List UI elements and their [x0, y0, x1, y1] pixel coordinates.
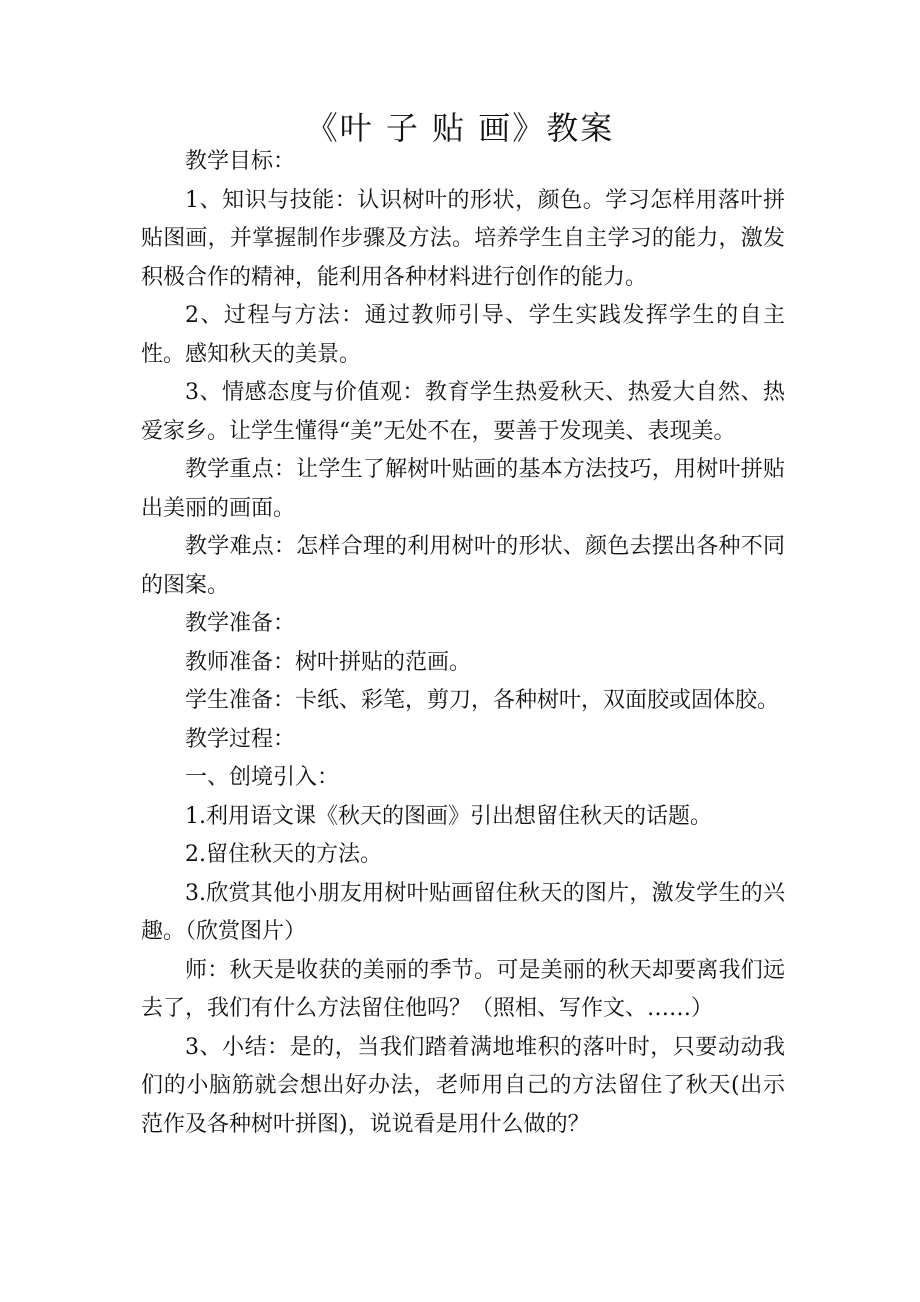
- document-body: [141, 143, 785, 1144]
- paragraph-teacher-dialogue: 师：秋天是收获的美丽的季节。可是美丽的秋天却要离我们远去了，我们有什么方法留住他吗？（照相、写作文、……）: [141, 957, 785, 1021]
- paragraph-process-heading: 教学过程：: [185, 726, 296, 752]
- paragraph-step-1: 1.利用语文课《秋天的图画》引出想留住秋天的话题。: [185, 803, 712, 829]
- paragraph-preparation-heading: 教学准备：: [185, 611, 296, 636]
- paragraph-introduction-heading: 一、创境引入：: [185, 765, 340, 790]
- paragraph-teacher-preparation: 教师准备：树叶拼贴的范画。: [185, 649, 472, 675]
- paragraph-knowledge-skills: 1、知识与技能：认识树叶的形状，颜色。学习怎样用落叶拼贴图画，并掌握制作步骤及方法。培养学生自主学习的能力，激发积极合作的精神，能利用各种材料进行创作的能力。: [141, 187, 785, 290]
- paragraph-emotion-values: 3、情感态度与价值观：教育学生热爱秋天、热爱大自然、热爱家乡。让学生懂得“美”无处不在，要善于发现美、表现美。: [141, 380, 785, 444]
- paragraph-step-2: 2.留住秋天的方法。: [185, 842, 382, 867]
- paragraph-student-preparation: 学生准备：卡纸、彩笔，剪刀，各种树叶，双面胶或固体胶。: [185, 688, 780, 713]
- paragraph-difficulties: 教学难点：怎样合理的利用树叶的形状、颜色去摆出各种不同的图案。: [141, 534, 785, 598]
- paragraph-summary: 3、小结：是的，当我们踏着满地堆积的落叶时，只要动动我们的小脑筋就会想出好办法，老师用自己的方法留住了秋天(出示范作及各种树叶拼图)，说说看是用什么做的？: [141, 1034, 785, 1137]
- paragraph-process-method: 2、过程与方法：通过教师引导、学生实践发挥学生的自主性。感知秋天的美景。: [141, 303, 785, 367]
- document-title: 《叶 子 贴 画》教案: [305, 109, 615, 147]
- paragraph-key-points: 教学重点：让学生了解树叶贴画的基本方法技巧，用树叶拼贴出美丽的画面。: [141, 457, 785, 521]
- paragraph-objectives-heading: 教学目标：: [185, 149, 296, 174]
- paragraph-step-3: 3.欣赏其他小朋友用树叶贴画留住秋天的图片，激发学生的兴趣。（欣赏图片）: [141, 880, 785, 944]
